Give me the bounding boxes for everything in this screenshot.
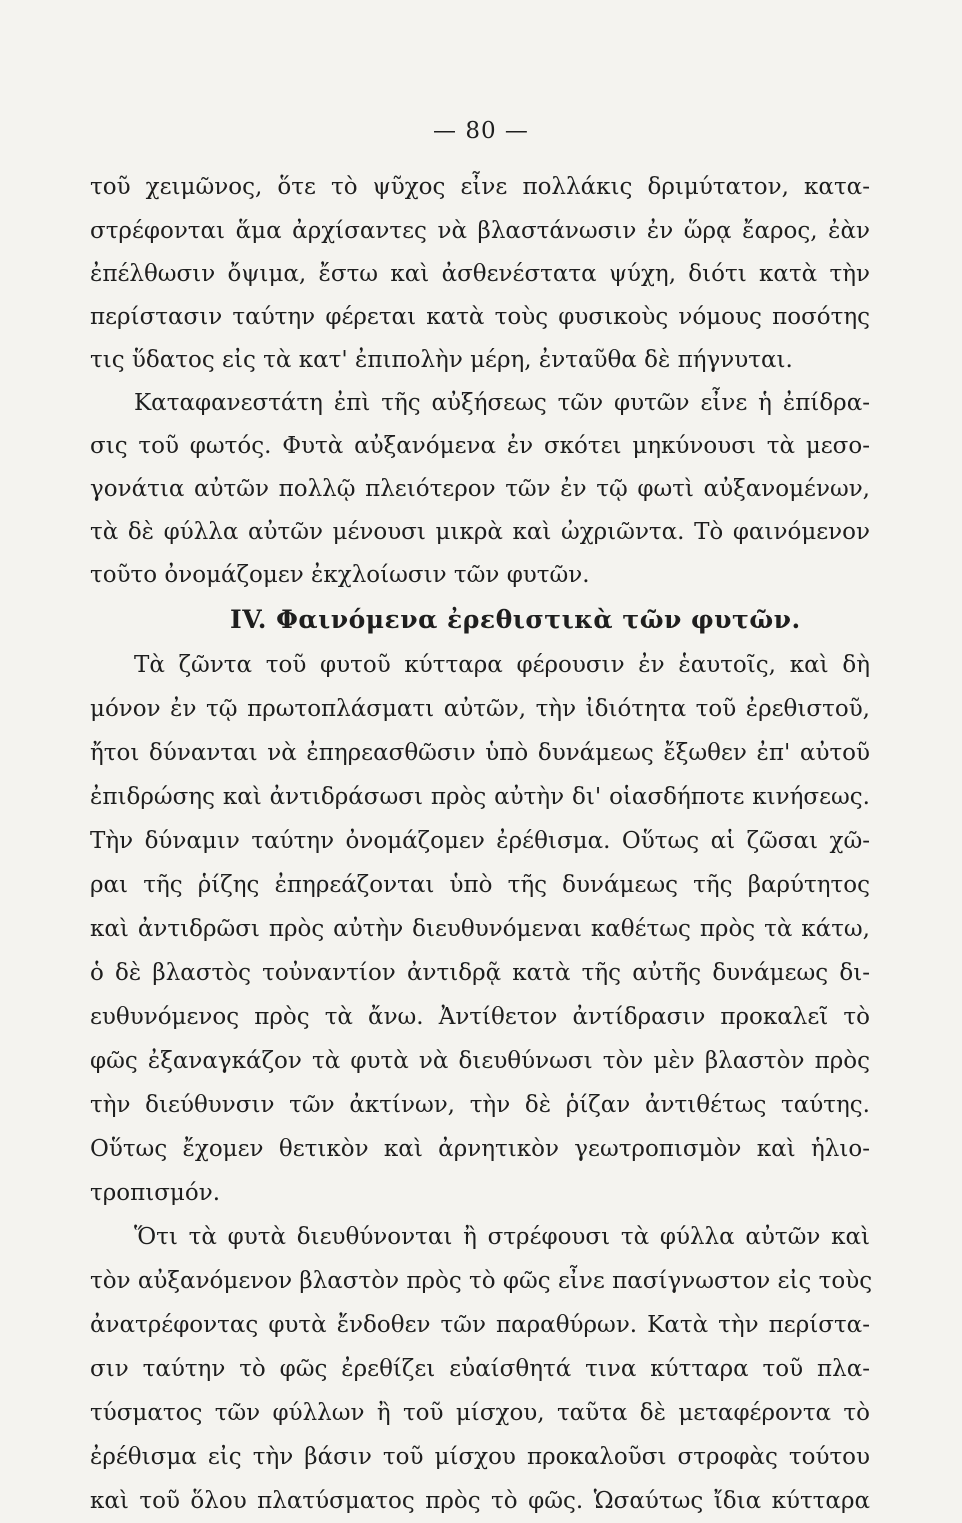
text-line: ἐπιδρώσης καὶ ἀντιδράσωσι πρὸς αὐτὴν δι' οἱασδήποτε κινήσεως. xyxy=(90,784,870,810)
text-line: τις ὕδατος εἰς τὰ κατ' ἐπιπολὴν μέρη, ἐνταῦθα δὲ πήγνυται. xyxy=(90,347,793,373)
section-heading: IV. Φαινόμενα ἐρεθιστικὰ τῶν φυτῶν. xyxy=(230,605,801,634)
text-line: καὶ τοῦ ὅλου πλατύσματος πρὸς τὸ φῶς. Ὡσαύτως ἴδια κύτταρα xyxy=(90,1488,870,1514)
text-line: Οὕτως ἔχομεν θετικὸν καὶ ἀρνητικὸν γεωτροπισμὸν καὶ ἡλιο- xyxy=(90,1136,870,1162)
text-line: Τὰ ζῶντα τοῦ φυτοῦ κύτταρα φέρουσιν ἐν ἑαυτοῖς, καὶ δὴ xyxy=(134,652,870,678)
text-line: στρέφονται ἅμα ἀρχίσαντες νὰ βλαστάνωσιν ἐν ὥρᾳ ἔαρος, ἐὰν xyxy=(90,218,870,244)
text-line: ἤτοι δύνανται νὰ ἐπηρεασθῶσιν ὑπὸ δυνάμεως ἔξωθεν ἐπ' αὐτοῦ xyxy=(90,740,870,766)
text-line: τοῦτο ὀνομάζομεν ἐκχλοίωσιν τῶν φυτῶν. xyxy=(90,562,590,588)
text-line: ευθυνόμενος πρὸς τὰ ἄνω. Ἀντίθετον ἀντίδρασιν προκαλεῖ τὸ xyxy=(90,1004,870,1030)
text-line: τὸν αὐξανόμενον βλαστὸν πρὸς τὸ φῶς εἶνε πασίγνωστον εἰς τοὺς xyxy=(90,1268,873,1294)
text-line: Τὴν δύναμιν ταύτην ὀνομάζομεν ἐρέθισμα. Οὕτως αἱ ζῶσαι χῶ- xyxy=(90,828,870,854)
text-line: γονάτια αὐτῶν πολλῷ πλειότερον τῶν ἐν τῷ φωτὶ αὐξανομένων, xyxy=(90,476,870,502)
page-number: — 80 — xyxy=(433,118,529,144)
text-line: τὰ δὲ φύλλα αὐτῶν μένουσι μικρὰ καὶ ὠχριῶντα. Τὸ φαινόμενον xyxy=(90,519,870,545)
text-line: ὁ δὲ βλαστὸς τοὐναντίον ἀντιδρᾷ κατὰ τῆς αὐτῆς δυνάμεως δι- xyxy=(90,960,870,986)
text-line: ἐρέθισμα εἰς τὴν βάσιν τοῦ μίσχου προκαλοῦσι στροφὰς τούτου xyxy=(90,1444,870,1470)
text-line: σις τοῦ φωτός. Φυτὰ αὐξανόμενα ἐν σκότει μηκύνουσι τὰ μεσο- xyxy=(90,433,870,459)
text-line: Καταφανεστάτη ἐπὶ τῆς αὐξήσεως τῶν φυτῶν εἶνε ἡ ἐπίδρα- xyxy=(134,390,870,416)
text-line: φῶς ἐξαναγκάζον τὰ φυτὰ νὰ διευθύνωσι τὸν μὲν βλαστὸν πρὸς xyxy=(90,1048,870,1074)
text-line: τύσματος τῶν φύλλων ἢ τοῦ μίσχου, ταῦτα δὲ μεταφέροντα τὸ xyxy=(90,1400,870,1426)
text-line: τροπισμόν. xyxy=(90,1180,221,1206)
text-line: καὶ ἀντιδρῶσι πρὸς αὐτὴν διευθυνόμεναι καθέτως πρὸς τὰ κάτω, xyxy=(90,916,870,942)
text-line: τὴν διεύθυνσιν τῶν ἀκτίνων, τὴν δὲ ῥίζαν ἀντιθέτως ταύτης. xyxy=(90,1092,870,1118)
text-line: τοῦ χειμῶνος, ὅτε τὸ ψῦχος εἶνε πολλάκις δριμύτατον, κατα- xyxy=(90,174,870,200)
text-line: μόνον ἐν τῷ πρωτοπλάσματι αὐτῶν, τὴν ἰδιότητα τοῦ ἐρεθιστοῦ, xyxy=(90,696,870,722)
text-line: ραι τῆς ῥίζης ἐπηρεάζονται ὑπὸ τῆς δυνάμεως τῆς βαρύτητος xyxy=(90,872,870,898)
text-line: περίστασιν ταύτην φέρεται κατὰ τοὺς φυσικοὺς νόμους ποσότης xyxy=(90,304,870,330)
text-line: ἐπέλθωσιν ὄψιμα, ἔστω καὶ ἀσθενέστατα ψύχη, διότι κατὰ τὴν xyxy=(90,261,870,287)
text-line: Ὅτι τὰ φυτὰ διευθύνονται ἢ στρέφουσι τὰ φύλλα αὐτῶν καὶ xyxy=(134,1224,870,1250)
text-line: ἀνατρέφοντας φυτὰ ἔνδοθεν τῶν παραθύρων. Κατὰ τὴν περίστα- xyxy=(90,1312,870,1338)
text-line: σιν ταύτην τὸ φῶς ἐρεθίζει εὐαίσθητά τινα κύτταρα τοῦ πλα- xyxy=(90,1356,870,1382)
